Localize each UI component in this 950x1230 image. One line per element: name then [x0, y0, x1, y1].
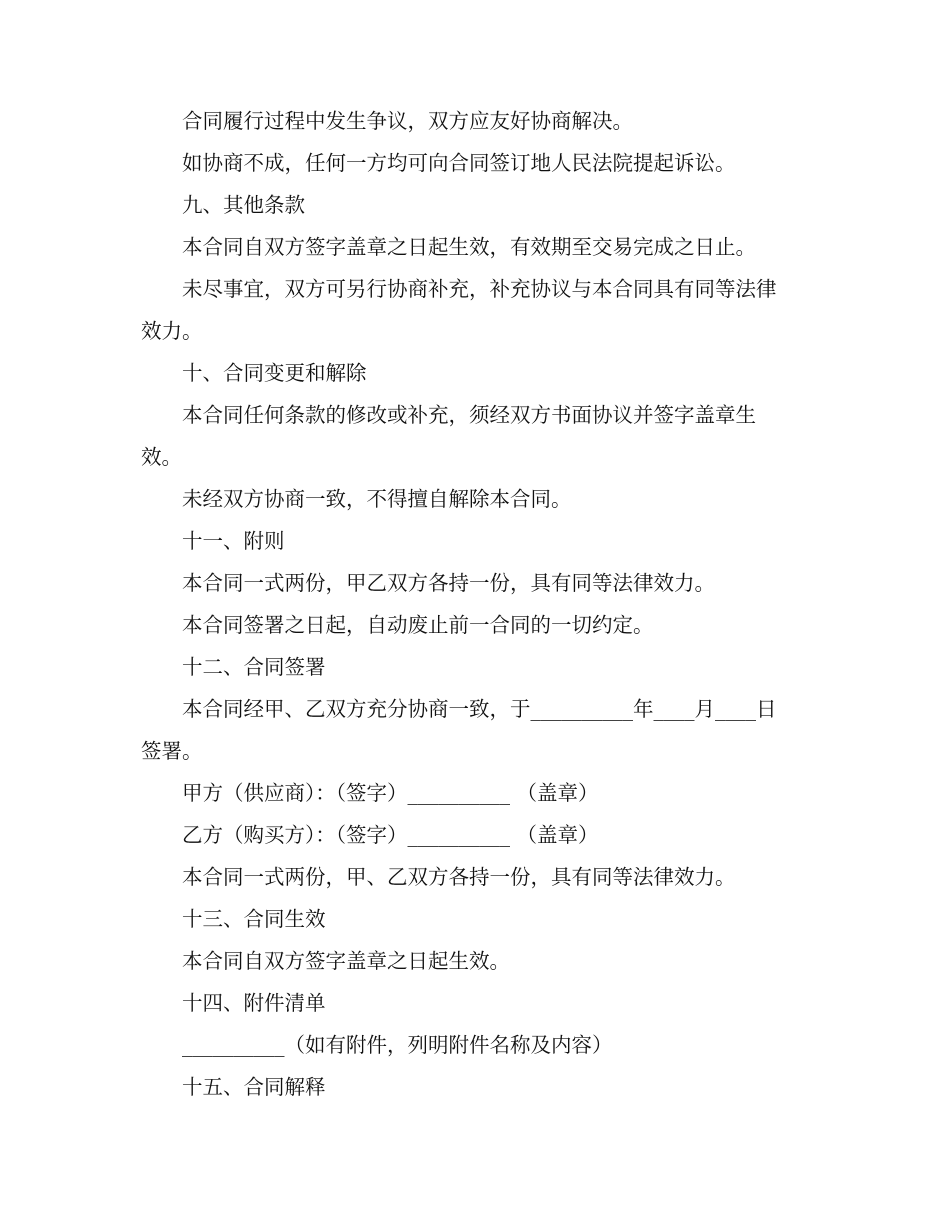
section-heading-signing: 十二、合同签署 — [182, 655, 326, 679]
paragraph-effective-on-signing: 本合同自双方签字盖章之日起生效。 — [182, 949, 510, 973]
section-heading-supplementary-provisions: 十一、附则 — [182, 529, 285, 553]
paragraph-supersede-previous: 本合同签署之日起，自动废止前一合同的一切约定。 — [182, 613, 654, 637]
paragraph-litigation: 如协商不成，任何一方均可向合同签订地人民法院提起诉讼。 — [182, 151, 736, 175]
paragraph-attachment-list: __________（如有附件，列明附件名称及内容） — [182, 1033, 613, 1057]
paragraph-dispute-resolution: 合同履行过程中发生争议，双方应友好协商解决。 — [182, 109, 633, 133]
paragraph-effective-period: 本合同自双方签字盖章之日起生效，有效期至交易完成之日止。 — [182, 235, 756, 259]
paragraph-signing-date: 本合同经甲、乙双方充分协商一致，于__________年____月____日签署。 — [141, 697, 777, 763]
paragraph-supplementary-agreement: 未尽事宜，双方可另行协商补充，补充协议与本合同具有同等法律效力。 — [141, 277, 777, 343]
section-heading-interpretation: 十五、合同解释 — [182, 1075, 326, 1099]
section-heading-attachments: 十四、附件清单 — [182, 991, 326, 1015]
signature-line-party-a: 甲方（供应商）：（签字）__________ （盖章） — [182, 781, 599, 805]
section-heading-effectiveness: 十三、合同生效 — [182, 907, 326, 931]
section-heading-change-termination: 十、合同变更和解除 — [182, 361, 367, 385]
paragraph-copies: 本合同一式两份，甲乙双方各持一份，具有同等法律效力。 — [182, 571, 715, 595]
paragraph-copies-repeat: 本合同一式两份，甲、乙双方各持一份，具有同等法律效力。 — [182, 865, 736, 889]
signature-line-party-b: 乙方（购买方）：（签字）__________ （盖章） — [182, 823, 599, 847]
paragraph-no-unilateral-termination: 未经双方协商一致，不得擅自解除本合同。 — [182, 487, 572, 511]
document-body — [141, 100, 793, 1108]
paragraph-modification: 本合同任何条款的修改或补充，须经双方书面协议并签字盖章生效。 — [141, 403, 756, 469]
section-heading-other-terms: 九、其他条款 — [182, 193, 305, 217]
